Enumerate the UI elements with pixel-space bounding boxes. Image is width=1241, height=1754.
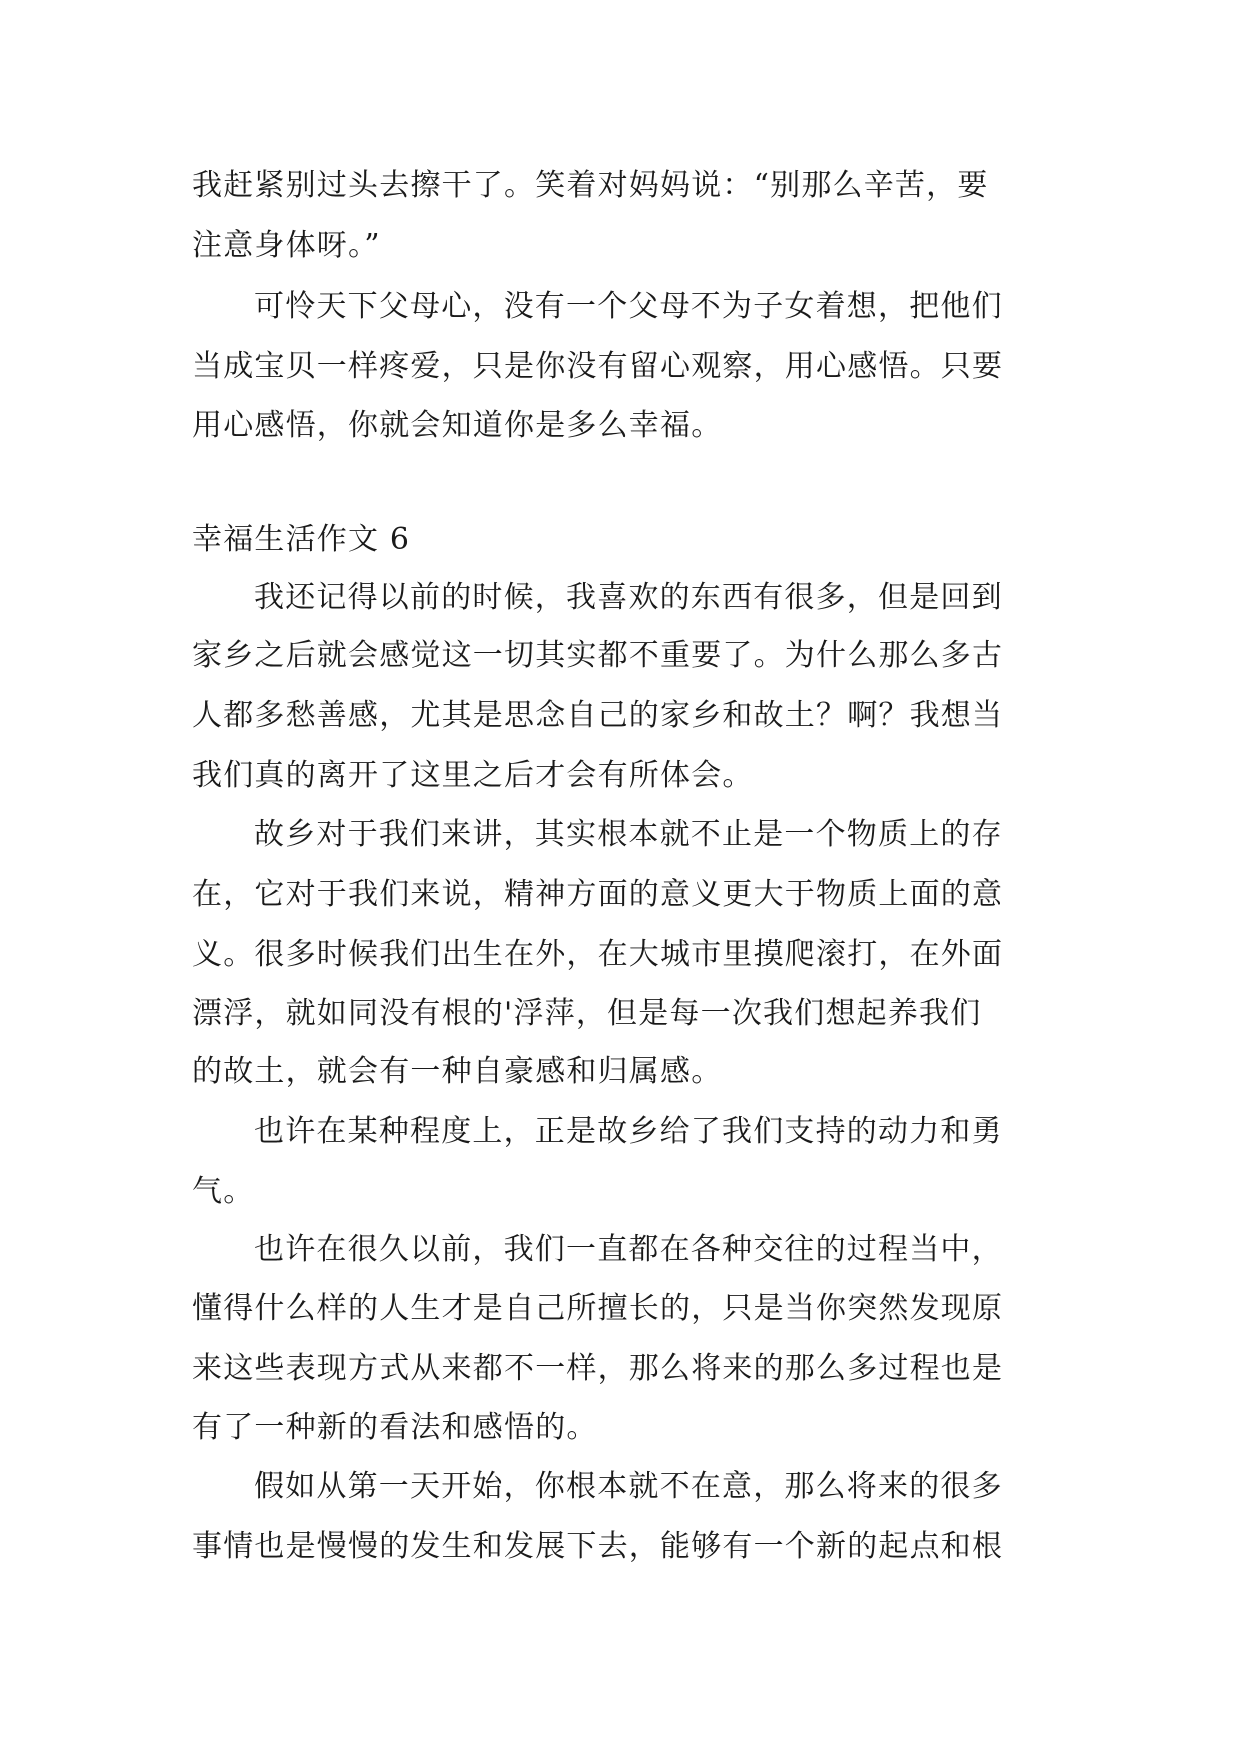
paragraph-start: 故乡对于我们来讲，其实根本就不止是一个物质上的存 [254, 817, 1003, 852]
paragraph-start: 也许在很久以前，我们一直都在各种交往的过程当中， [254, 1232, 1003, 1267]
text-line: 气。 [192, 1174, 255, 1209]
paragraph-start: 我还记得以前的时候，我喜欢的东西有很多，但是回到 [254, 580, 1003, 615]
text-line: 有了一种新的看法和感悟的。 [192, 1410, 598, 1445]
text-line: 的故土，就会有一种自豪感和归属感。 [192, 1054, 723, 1089]
text-line: 义。很多时候我们出生在外，在大城市里摸爬滚打，在外面 [192, 937, 1004, 972]
paragraph-start: 假如从第一天开始，你根本就不在意，那么将来的很多 [254, 1469, 1003, 1504]
paragraph-start: 可怜天下父母心，没有一个父母不为子女着想，把他们 [254, 289, 1003, 324]
text-line: 当成宝贝一样疼爱，只是你没有留心观察，用心感悟。只要 [192, 349, 1004, 384]
paragraph-start: 也许在某种程度上，正是故乡给了我们支持的动力和勇 [254, 1114, 1003, 1149]
text-line: 家乡之后就会感觉这一切其实都不重要了。为什么那么多古 [192, 638, 1004, 673]
text-line: 漂浮，就如同没有根的'浮萍，但是每一次我们想起养我们 [192, 996, 982, 1031]
text-line: 人都多愁善感，尤其是思念自己的家乡和故土？啊？我想当 [192, 698, 1004, 733]
text-line: 我赶紧别过头去擦干了。笑着对妈妈说：“别那么辛苦，要 [192, 168, 989, 203]
text-line: 事情也是慢慢的发生和发展下去，能够有一个新的起点和根 [192, 1529, 1004, 1564]
text-line: 用心感悟，你就会知道你是多么幸福。 [192, 408, 723, 443]
text-line: 懂得什么样的人生才是自己所擅长的，只是当你突然发现原 [192, 1291, 1004, 1326]
text-line: 在，它对于我们来说，精神方面的意义更大于物质上面的意 [192, 877, 1004, 912]
text-line: 我们真的离开了这里之后才会有所体会。 [192, 758, 754, 793]
text-line: 来这些表现方式从来都不一样，那么将来的那么多过程也是 [192, 1351, 1004, 1386]
text-line: 注意身体呀。” [192, 228, 381, 263]
section-heading: 幸福生活作文 6 [192, 522, 411, 557]
